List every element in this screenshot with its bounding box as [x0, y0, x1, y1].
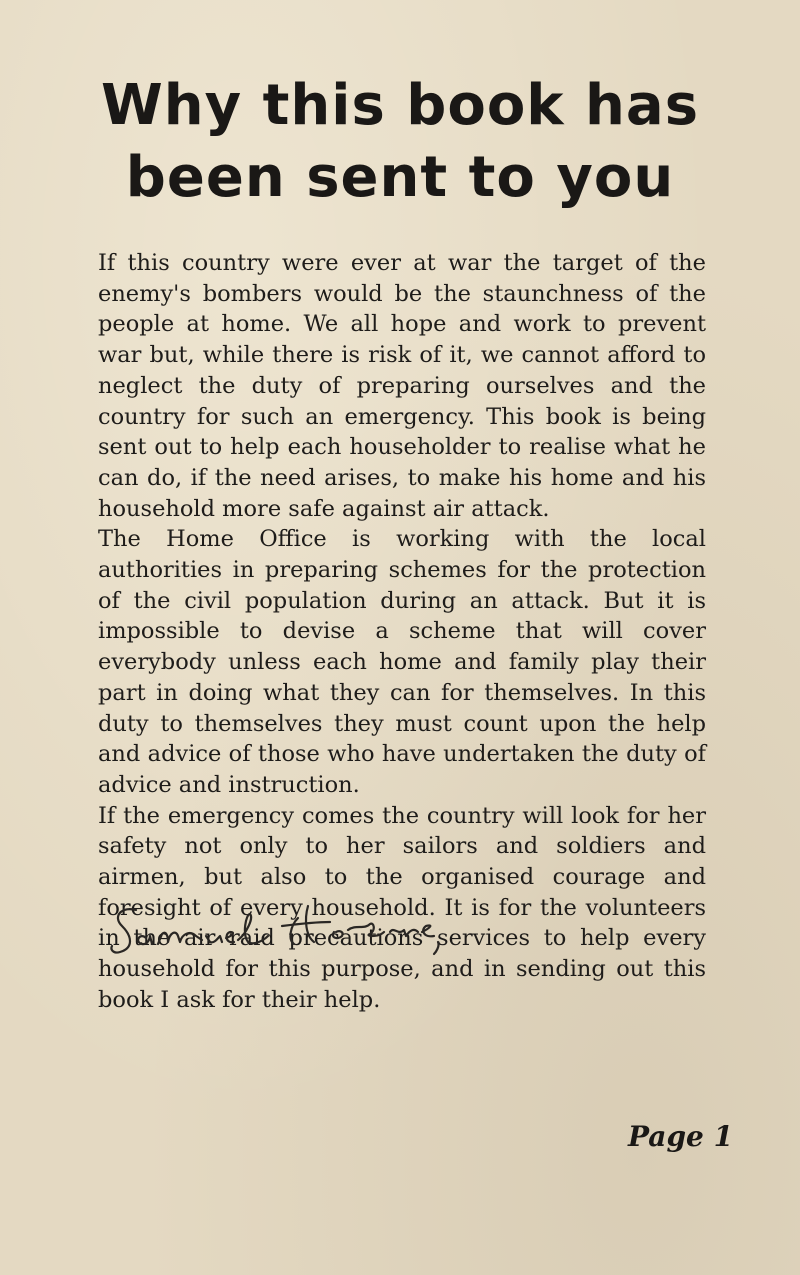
page-number: Page 1	[628, 1120, 734, 1153]
paragraph-2: The Home Office is working with the local authorities in preparing schemes for the protection of the civil population during an attack. But it is impossible to devise a scheme that will cover everybody unless each home and family play their part in doing what they can for themselves. In this duty to themselves they must count upon the help and advice of those who have undertaken the duty of advice and instruction.	[98, 526, 706, 798]
paragraph-1: If this country were ever at war the target of the enemy's bombers would be the staunchness of the people at home. We all hope and work to prevent war but, while there is risk of it, we cannot afford to neglect the duty of preparing ourselves and the country for such an emergency. This book is being sent out to help each householder to realise what he can do, if the need arises, to make his home and his household more safe against air attack.	[98, 250, 706, 522]
handwritten-signature	[108, 896, 708, 966]
paragraph-3: If the emergency comes the country will look for her safety not only to her sailors and soldiers and airmen, but also to the organised courage and foresight of every household. It is for the volunteers in the air raid precautions services to help every household for this purpose, and in sending out this book I ask for their help.	[98, 802, 706, 1013]
signature-drawing	[108, 896, 708, 966]
page-title	[0, 70, 800, 214]
title-line-1: Why this book has	[100, 73, 700, 138]
title-line-2: been sent to you	[125, 145, 675, 210]
